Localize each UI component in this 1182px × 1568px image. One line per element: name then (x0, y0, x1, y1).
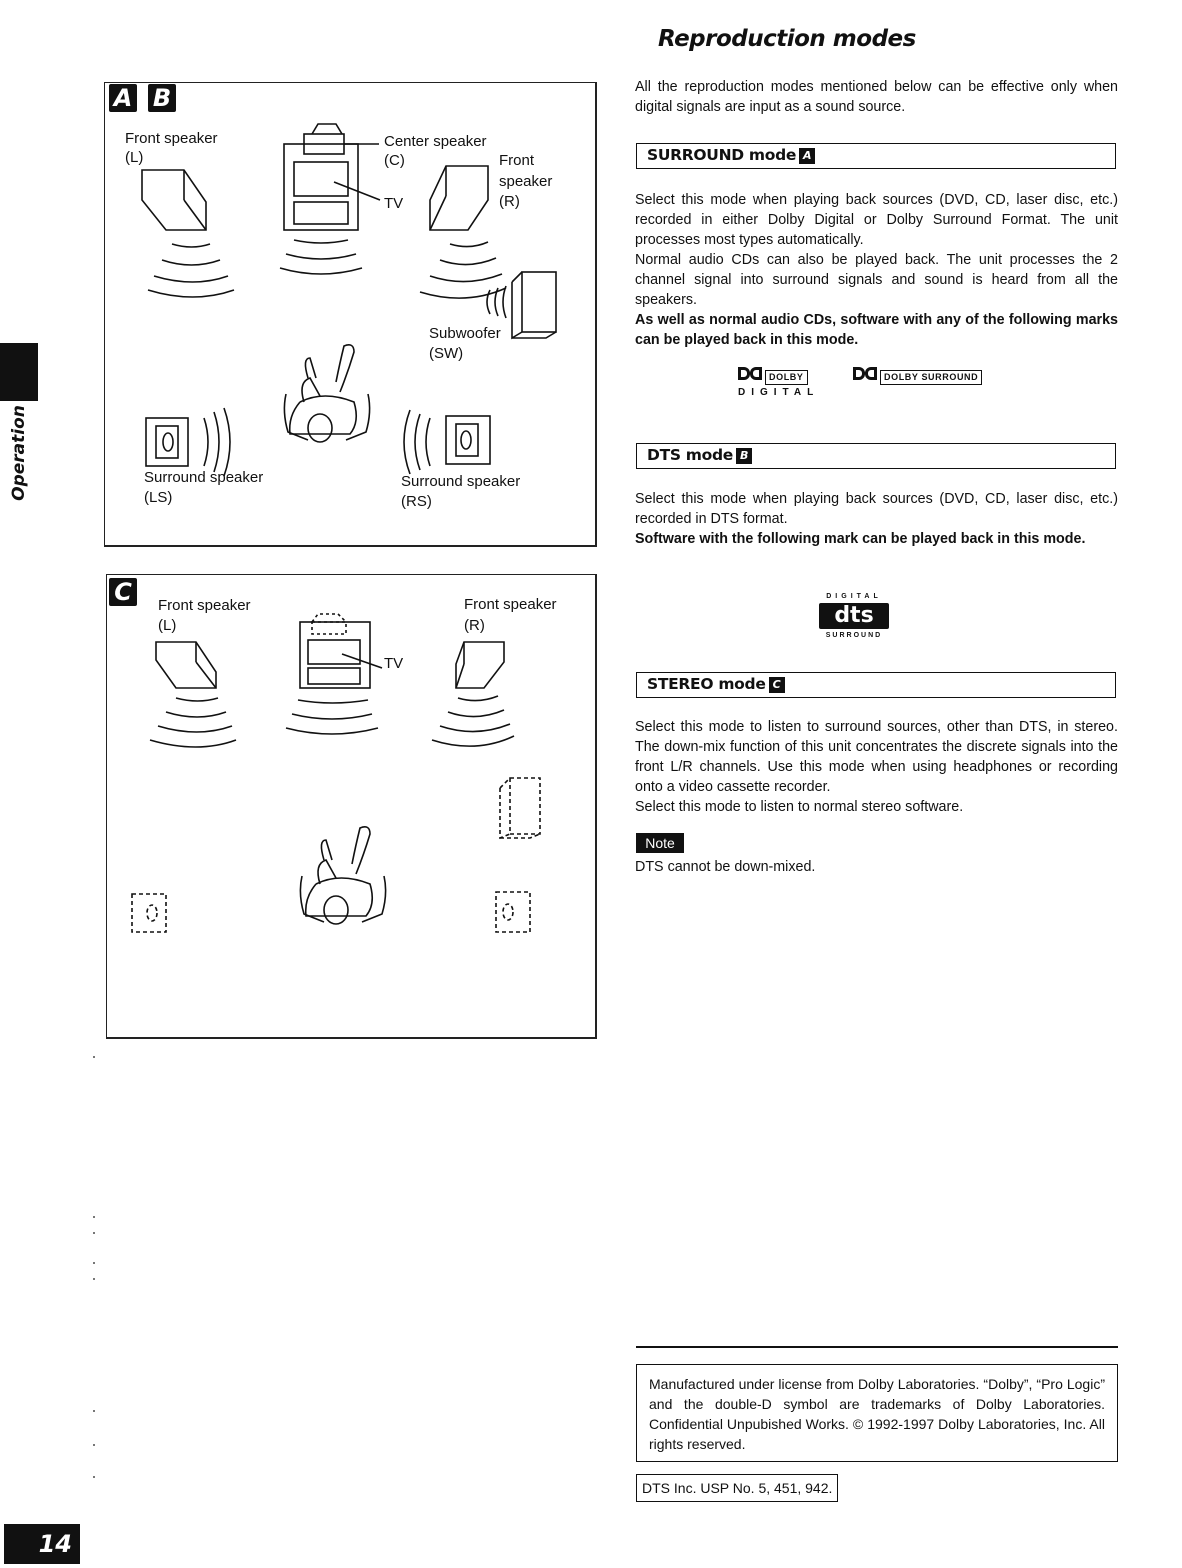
intro-paragraph: All the reproduction modes mentioned below can be effective only when digital signals are input as a sound source. (635, 79, 1118, 115)
front-right-speaker-icon (430, 166, 488, 230)
surround-mode-header: SURROUND mode A (636, 143, 1116, 169)
double-d-icon (738, 367, 750, 380)
surround-right-label: Surround speaker (401, 473, 521, 490)
section-label: Operation (9, 404, 29, 501)
section-tab (0, 343, 38, 401)
front-left-label-sub: (L) (125, 149, 144, 166)
surround-mode-text: Select this mode when playing back sources (DVD, CD, laser disc, etc.) recorded in either Dolby Digital or Dolby Surround Format. The unit processes most types automatically. Normal audio CDs can also be played back. The unit processes the 2 channel signal into surround signals and sound is heard from all the speakers. As well as normal audio CDs, software with any of the following marks can be played back in this mode. (635, 192, 1118, 348)
stereo-mode-badge: C (769, 677, 785, 693)
dts-mode-header: DTS mode B (636, 443, 1116, 469)
listener-icon-c (300, 827, 385, 924)
surround-left-label: Surround speaker (144, 469, 264, 486)
front-right-label-2: speaker (499, 173, 553, 190)
front-left-label-c-sub: (L) (158, 617, 177, 634)
stereo-mode-header: STEREO mode C (636, 672, 1116, 698)
front-right-label-sub: (R) (499, 193, 520, 210)
speaker-layout-c-drawing (106, 574, 596, 1038)
center-label: Center speaker (384, 133, 487, 150)
listener-icon (284, 345, 369, 442)
subwoofer-label: Subwoofer (429, 325, 501, 342)
front-right-label-c: Front speaker (464, 596, 557, 613)
subwoofer-label-sub: (SW) (429, 345, 464, 362)
badge-c: C (109, 578, 137, 606)
dts-logo: DIGITAL dts SURROUND (816, 592, 892, 640)
badge-a: A (109, 84, 137, 112)
dolby-digital-logo: DOLBY DIGITAL (738, 367, 819, 398)
stereo-mode-text: Select this mode to listen to surround sources, other than DTS, in stereo. The down-mix function of this unit concentrates the discrete signals into the front L/R channels. Use this mode when using headphones or recording onto a video cassette recorder. Select this mode to listen to normal stereo software. (635, 719, 1118, 815)
surround-left-label-sub: (LS) (144, 489, 173, 506)
badge-b: B (148, 84, 176, 112)
page-number: 14 (4, 1524, 80, 1564)
tv-label: TV (384, 195, 404, 212)
note-text: DTS cannot be down-mixed. (635, 859, 816, 875)
front-right-label-c-sub: (R) (464, 617, 485, 634)
front-left-label-c: Front speaker (158, 597, 251, 614)
license-notice: Manufactured under license from Dolby Laboratories. “Dolby”, “Pro Logic” and the double-D symbol are trademarks of Dolby Laboratories. Confidential Unpubished Works. © 1992-1997 Dolby Laboratories, Inc. All rights reserved. (636, 1364, 1118, 1462)
double-d-icon-2 (853, 367, 865, 380)
center-label-sub: (C) (384, 152, 405, 169)
patent-notice: DTS Inc. USP No. 5, 451, 942. (636, 1474, 838, 1502)
surround-right-label-sub: (RS) (401, 493, 432, 510)
front-left-label: Front speaker (125, 130, 218, 147)
front-left-speaker-icon (142, 170, 206, 230)
note-badge: Note (636, 833, 684, 853)
surround-mode-badge: A (799, 148, 815, 164)
subwoofer-icon (522, 272, 556, 332)
front-left-speaker-icon-c (156, 642, 216, 688)
dts-mode-text: Select this mode when playing back sources (DVD, CD, laser disc, etc.) recorded in DTS format. Software with the following mark can be played back in this mode. (635, 491, 1118, 547)
divider (636, 1346, 1118, 1348)
dts-mode-badge: B (736, 448, 752, 464)
tv-label-c: TV (384, 655, 404, 672)
front-right-label: Front (499, 152, 535, 169)
dolby-surround-logo: DOLBY SURROUND (853, 367, 982, 385)
page-title: Reproduction modes (658, 26, 916, 52)
